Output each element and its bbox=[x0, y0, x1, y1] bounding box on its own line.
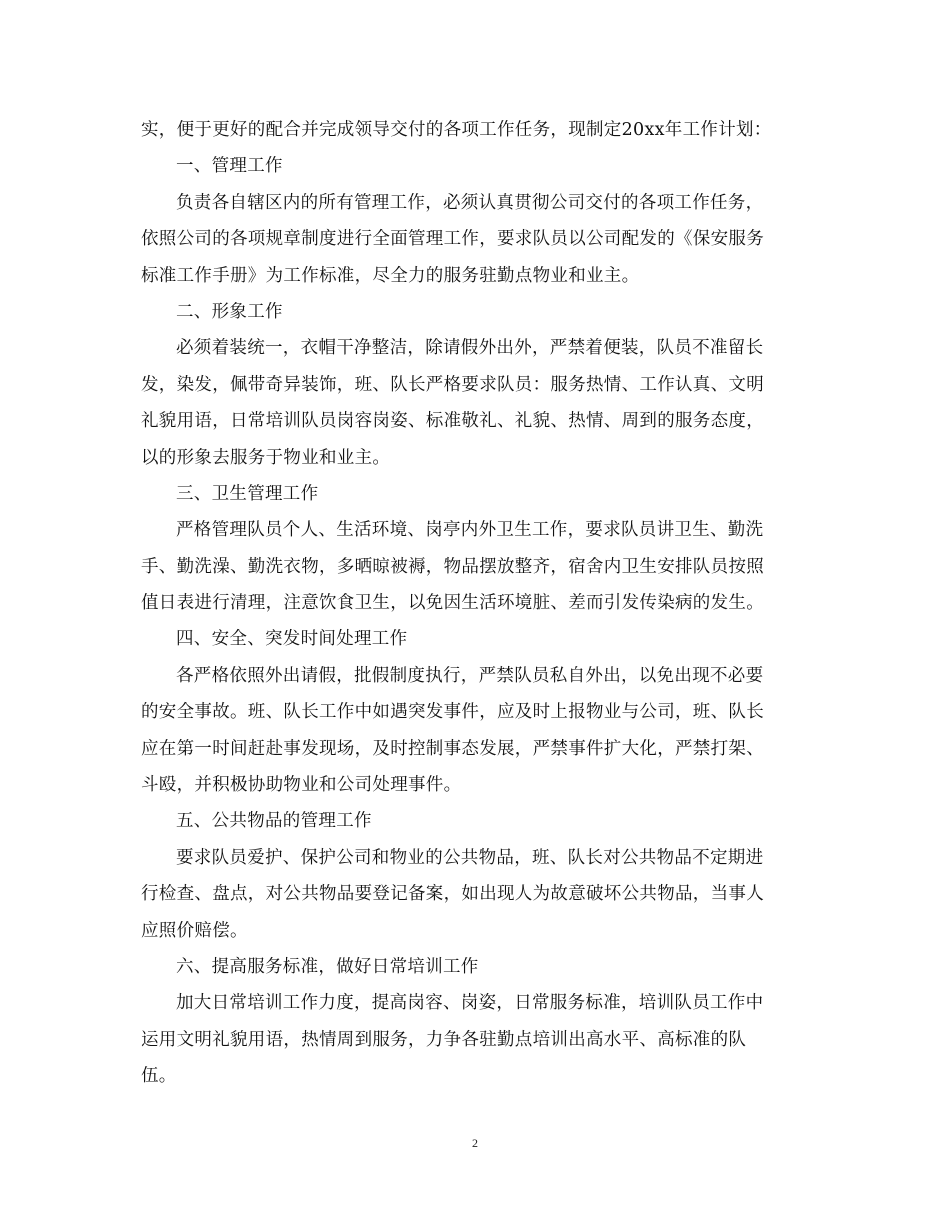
paragraph-line: 必须着装统一，衣帽干净整洁，除请假外出外，严禁着便装，队员不准留长 bbox=[176, 338, 764, 359]
paragraph-line: 依照公司的各项规章制度进行全面管理工作，要求队员以公司配发的《保安服务 bbox=[141, 229, 764, 250]
section-heading-management: 一、管理工作 bbox=[176, 156, 283, 177]
paragraph-line: 负责各自辖区内的所有管理工作，必须认真贯彻公司交付的各项工作任务， bbox=[176, 192, 764, 213]
paragraph-line: 应照价赔偿。 bbox=[141, 920, 248, 941]
paragraph-line: 各严格依照外出请假，批假制度执行，严禁队员私自外出，以免出现不必要 bbox=[176, 665, 764, 686]
section-heading-hygiene: 三、卫生管理工作 bbox=[176, 483, 319, 504]
page-number: 2 bbox=[472, 1136, 478, 1150]
section-heading-public-goods: 五、公共物品的管理工作 bbox=[176, 811, 372, 832]
paragraph-line: 斗殴，并积极协助物业和公司处理事件。 bbox=[141, 775, 462, 796]
paragraph-line: 手、勤洗澡、勤洗衣物，多晒晾被褥，物品摆放整齐，宿舍内卫生安排队员按照 bbox=[141, 556, 764, 577]
paragraph-line: 标准工作手册》为工作标准，尽全力的服务驻勤点物业和业主。 bbox=[141, 265, 640, 286]
paragraph-line: 行检查、盘点，对公共物品要登记备案，如出现人为故意破坏公共物品，当事人 bbox=[141, 884, 764, 905]
paragraph-line: 发，染发，佩带奇异装饰，班、队长严格要求队员：服务热情、工作认真、文明 bbox=[141, 374, 764, 395]
paragraph-line: 值日表进行清理，注意饮食卫生，以免因生活环境脏、差而引发传染病的发生。 bbox=[141, 593, 764, 614]
paragraph-line: 加大日常培训工作力度，提高岗容、岗姿，日常服务标准，培训队员工作中 bbox=[176, 993, 764, 1014]
section-heading-image: 二、形象工作 bbox=[176, 301, 283, 322]
paragraph-line: 礼貌用语，日常培训队员岗容岗姿、标准敬礼、礼貌、热情、周到的服务态度， bbox=[141, 411, 764, 432]
section-heading-service-standard: 六、提高服务标准，做好日常培训工作 bbox=[176, 956, 479, 977]
paragraph-line: 伍。 bbox=[141, 1066, 177, 1087]
paragraph-line: 要求队员爱护、保护公司和物业的公共物品，班、队长对公共物品不定期进 bbox=[176, 847, 764, 868]
paragraph-line: 的安全事故。班、队长工作中如遇突发事件，应及时上报物业与公司，班、队长 bbox=[141, 702, 764, 723]
body-text-line: 实，便于更好的配合并完成领导交付的各项工作任务，现制定20xx年工作计划： bbox=[141, 120, 772, 140]
section-heading-safety: 四、安全、突发时间处理工作 bbox=[176, 629, 408, 650]
paragraph-line: 运用文明礼貌用语，热情周到服务，力争各驻勤点培训出高水平、高标准的队 bbox=[141, 1029, 747, 1050]
paragraph-line: 以的形象去服务于物业和业主。 bbox=[141, 447, 391, 468]
paragraph-line: 应在第一时间赶赴事发现场，及时控制事态发展，严禁事件扩大化，严禁打架、 bbox=[141, 738, 764, 759]
document-body bbox=[141, 112, 806, 1095]
paragraph-line: 严格管理队员个人、生活环境、岗亭内外卫生工作，要求队员讲卫生、勤洗 bbox=[176, 520, 764, 541]
